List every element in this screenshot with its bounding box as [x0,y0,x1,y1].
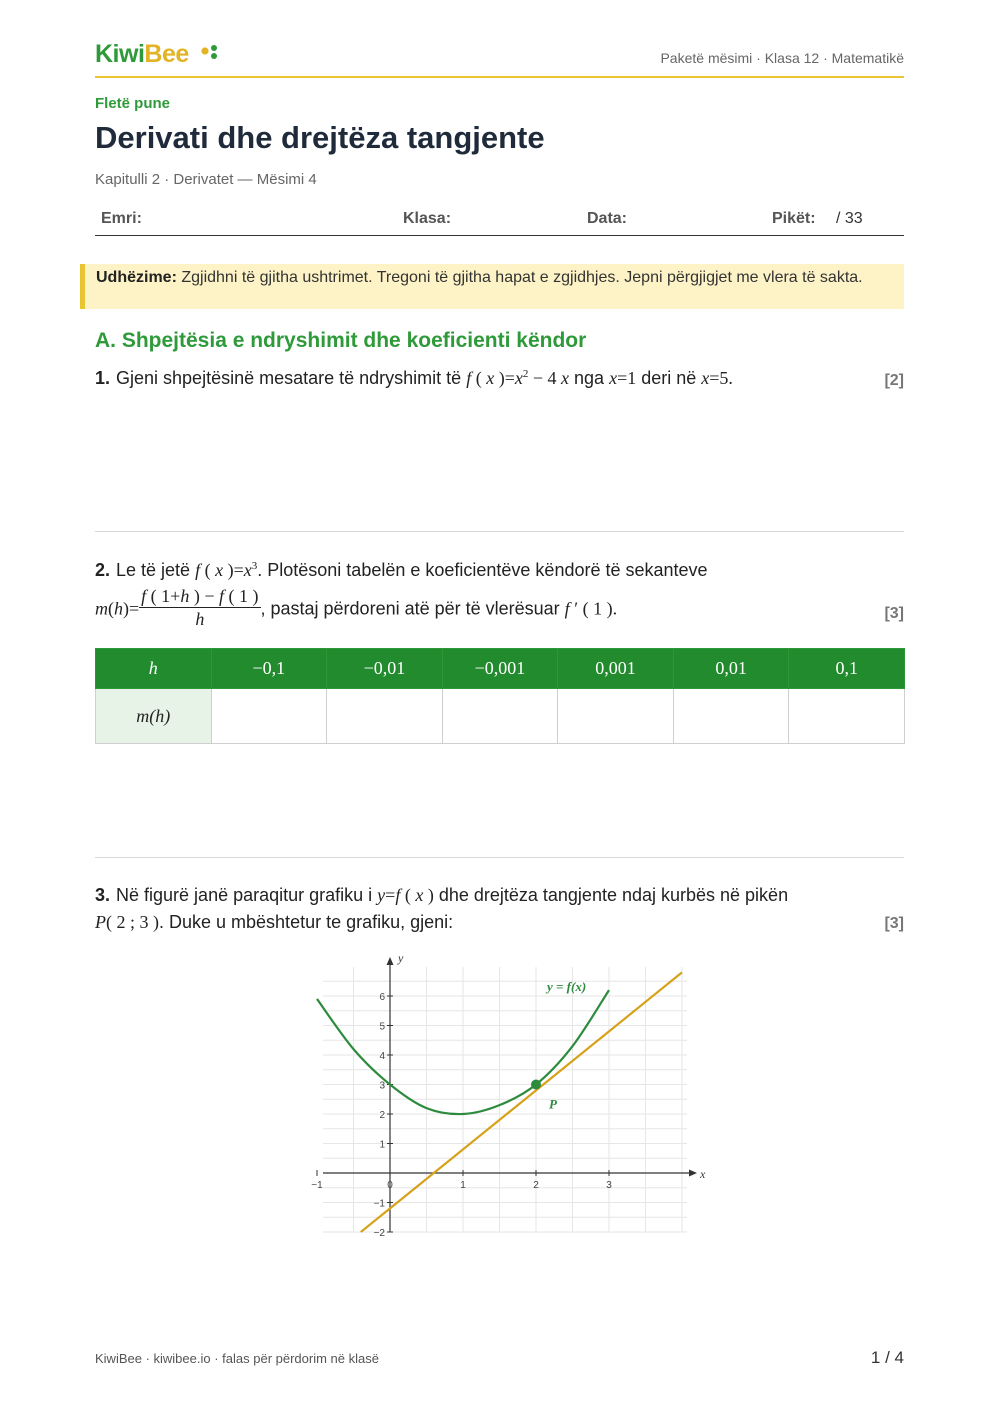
y-tick-label: 4 [379,1051,385,1062]
tangent-line [361,972,682,1232]
divider [95,857,904,858]
instructions-text: Zgjidhni të gjitha ushtrimet. Tregoni të gjitha hapat e zgjidhjes. Jepni përgjigjet me vlera të sakta. [176,269,863,286]
secant-table [95,648,905,744]
y-tick-label: 1 [379,1139,385,1151]
point-p-label: P [549,1096,557,1112]
x-tick-label: 2 [533,1180,539,1191]
page-number: 1 / 4 [870,1348,904,1367]
page-title: Derivati dhe drejtëza tangjente [95,120,545,155]
logo-dots-icon [200,42,220,62]
answer-cell[interactable] [789,689,905,744]
y-tick-label: 2 [379,1110,385,1121]
y-tick-label: 6 [379,992,385,1003]
table-row [96,689,905,744]
y-tick-label: −1 [373,1198,385,1210]
instructions-label: Udhëzime: [96,269,177,286]
points-label: Pikët: [772,210,816,227]
footer-text: KiwiBee · kiwibee.io · falas për përdorim në klasë [95,1351,379,1366]
table-header-cell: 0,01 [673,649,789,689]
table-header-cell: −0,1 [211,649,327,689]
table-row-label: m(h) [96,689,212,744]
answer-cell[interactable] [442,689,558,744]
difference-quotient: $\frac{f ( 1+h ) - f ( 1 )}{h}$ [141,586,259,629]
question-3: 3. Në figurë janë paraqitur grafiku i y=f ( x ) dhe drejtëza tangjente ndaj kurbës në pikën [95,885,789,905]
answer-cell[interactable] [327,689,443,744]
worksheet-kicker: Fletë pune [95,95,171,112]
question-2-formula-line: m(h)= $\frac{f ( 1+h ) - f ( 1 )}{h}$ , pastaj përdoreni atë për të vlerësuar f ′ ( 1 ). [95,586,618,629]
table-header-cell: 0,001 [558,649,674,689]
answer-cell[interactable] [558,689,674,744]
x-tick-label: 0 [387,1180,393,1191]
curve-label: y = f(x) [547,979,587,994]
question-3-marks: [3] [884,915,904,932]
question-1: 1. Gjeni shpejtësinë mesatare të ndryshimit të f ( x )$=x^2 - 4$ x nga x=1 deri në x=5. [95,368,733,388]
x-tick-label: 3 [606,1180,612,1191]
function-graph [310,950,710,1240]
function-expression: f ( x )$=x^2 - 4$ x [466,368,570,388]
table-header-cell: −0,001 [442,649,558,689]
date-label: Data: [587,210,628,227]
table-header-cell: 0,1 [789,649,905,689]
x-tick-label: 1 [460,1180,466,1191]
divider [95,531,904,532]
page-header [95,38,904,78]
section-heading: A. Shpejtësia e ndryshimit dhe koeficienti këndor [95,329,587,352]
y-axis-label: y [398,951,404,965]
x-tick-label: −1 [311,1180,323,1191]
answer-cell[interactable] [211,689,327,744]
y-tick-label: 3 [379,1080,385,1092]
instructions-note [80,264,904,309]
y-tick-label: −2 [373,1228,385,1239]
page-subtitle: Kapitulli 2 · Derivatet — Mësimi 4 [95,171,317,188]
question-2-marks: [3] [884,605,904,622]
student-info-bar [95,200,904,236]
question-3-line-2: P( 2 ; 3 ). Duke u mbështetur te grafiku, gjeni: [95,912,454,932]
y-axis-arrow [387,957,394,965]
points-total: / 33 [836,210,863,227]
y-tick-label: 5 [379,1021,385,1033]
table-header-cell: h [96,649,212,689]
point-p [531,1080,541,1090]
table-header-cell: −0,01 [327,649,443,689]
name-label: Emri: [101,210,142,227]
header-meta: Paketë mësimi · Klasa 12 · Matematikë [660,50,904,66]
question-1-marks: [2] [884,372,904,389]
table-header-row [96,649,905,689]
x-axis-label: x [700,1167,706,1181]
answer-cell[interactable] [673,689,789,744]
logo: KiwiBee [95,40,189,68]
question-2: 2. Le të jetë f ( x )$=x^3$. Plotësoni tabelën e koeficientëve këndorë të sekanteve [95,560,708,580]
class-label: Klasa: [403,210,452,227]
x-axis-arrow [689,1170,697,1177]
